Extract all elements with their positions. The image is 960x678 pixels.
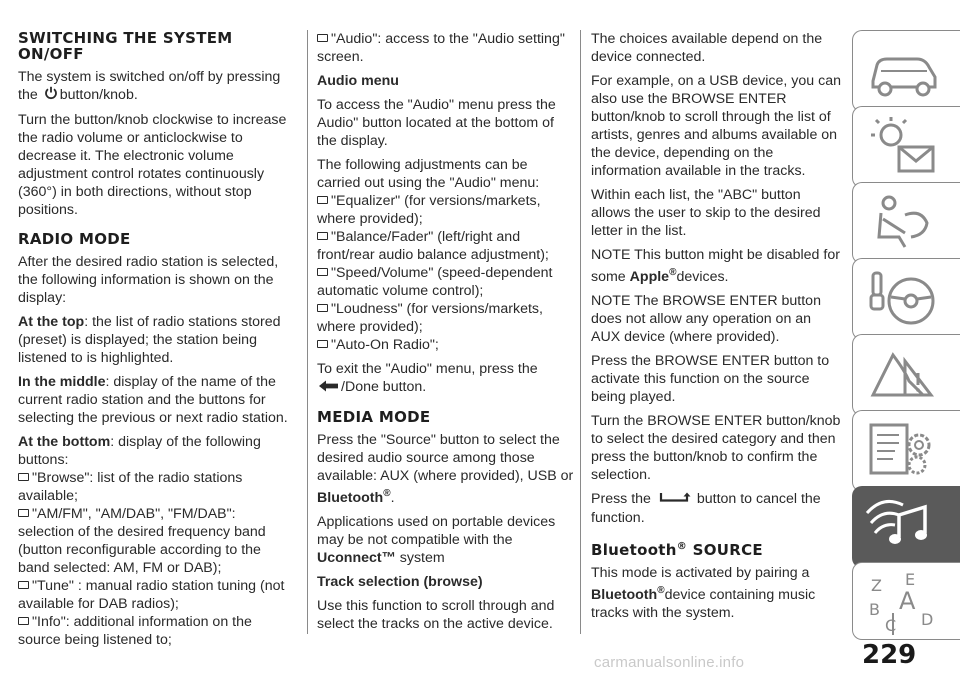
- paragraph-middle: In the middle: display of the name of the current radio station and the buttons for selecting the previous or next radio station.: [18, 374, 288, 426]
- list-item: "Auto-On Radio";: [317, 336, 574, 354]
- bullet-icon: [18, 617, 29, 625]
- heading-switching: SWITCHING THE SYSTEM ON/OFF: [18, 29, 233, 63]
- bullet-icon: [317, 196, 328, 204]
- back-arrow-icon: [319, 379, 339, 397]
- index-letters-icon: [865, 569, 945, 637]
- tab-emergency[interactable]: [852, 334, 960, 416]
- paragraph-choices: The choices available depend on the device connected.: [591, 31, 823, 65]
- tab-vehicle[interactable]: [852, 30, 960, 112]
- svg-text:C: C: [885, 616, 897, 635]
- paragraph-top: At the top: the list of radio stations stored (preset) is displayed; the station being listened to is highlighted.: [18, 314, 281, 366]
- bullet-icon: [317, 304, 328, 312]
- bullet-icon: [317, 340, 328, 348]
- svg-text:B: B: [869, 600, 880, 619]
- warning-lights-icon: [865, 113, 945, 181]
- paragraph-following: The following adjustments can be carried out using the "Audio" menu:: [317, 157, 540, 191]
- paragraph-example: For example, on a USB device, you can also use the BROWSE ENTER button/knob to scroll through the list of artists, genres and albums available on the device, depending on the information available in the tracks.: [591, 73, 841, 179]
- paragraph-source: Press the "Source" button to select the desired audio source among those available: AUX (where provided), USB or Bluetooth®.: [317, 432, 574, 506]
- page-number: 229: [862, 640, 917, 670]
- paragraph-note-aux: NOTE The BROWSE ENTER button does not allow any operation on an AUX device (where provided).: [591, 293, 821, 345]
- paragraph-turn: Turn the BROWSE ENTER button/knob to select the desired category and then press the button/knob to confirm the selection.: [591, 413, 841, 483]
- multimedia-icon: [865, 493, 945, 561]
- svg-text:E: E: [905, 570, 916, 589]
- paragraph-exit: To exit the "Audio" menu, press the /Done button.: [317, 361, 538, 395]
- paragraph-after: After the desired radio station is selected, the following information is shown on the display:: [18, 254, 279, 306]
- bullet-icon: [18, 509, 29, 517]
- bullet-icon: [18, 581, 29, 589]
- paragraph-bottom: At the bottom: display of the following buttons:: [18, 434, 261, 468]
- paragraph-switch: The system is switched on/off by pressing the button/knob.: [18, 69, 281, 103]
- steering-key-icon: [865, 265, 945, 333]
- tab-maintenance[interactable]: [852, 410, 960, 492]
- paragraph-abc: Within each list, the "ABC" button allows the user to skip to the desired letter in the list.: [591, 187, 821, 239]
- bullet-icon: [317, 268, 328, 276]
- power-icon: [44, 86, 58, 105]
- paragraph-access: To access the "Audio" menu press the Audio" button located at the bottom of the display.: [317, 97, 556, 149]
- chapter-tabs: [852, 30, 960, 640]
- paragraph-press: Press the BROWSE ENTER button to activate this function on the source being played.: [591, 353, 830, 405]
- list-item: "Speed/Volume" (speed-dependent automatic volume control);: [317, 265, 553, 299]
- heading-media-mode: MEDIA MODE: [317, 408, 431, 426]
- tab-index[interactable]: [852, 562, 960, 640]
- tab-multimedia[interactable]: [852, 486, 960, 568]
- column-left: [18, 30, 290, 649]
- list-item: "AM/FM", "AM/DAB", "FM/DAB": selection of the desired frequency band (button reconfigurable according to the band selected: AM, FM or DAB);: [18, 506, 266, 576]
- paragraph-cancel: Press the button to cancel the function.: [591, 491, 821, 526]
- bullet-icon: [317, 34, 328, 42]
- paragraph-apps: Applications used on portable devices may be not compatible with the Uconnect™ system: [317, 514, 556, 566]
- list-item: "Balance/Fader" (left/right and front/rear audio balance adjustment);: [317, 229, 549, 263]
- bullet-icon: [18, 473, 29, 481]
- car-icon: [865, 37, 945, 105]
- subheading-track-selection: Track selection (browse): [317, 574, 483, 590]
- paragraph-note-apple: NOTE This button might be disabled for some Apple®devices.: [591, 247, 840, 285]
- maintenance-gear-icon: [865, 417, 945, 485]
- svg-text:A: A: [899, 587, 916, 615]
- return-arrow-icon: [657, 491, 691, 509]
- paragraph-track: Use this function to scroll through and select the tracks on the active device.: [317, 598, 555, 632]
- tab-safety[interactable]: [852, 182, 960, 264]
- heading-bluetooth-source: Bluetooth® SOURCE: [591, 541, 763, 559]
- tab-warning-lights[interactable]: [852, 106, 960, 188]
- list-item: "Tune" : manual radio station tuning (not available for DAB radios);: [18, 578, 285, 612]
- tab-starting-driving[interactable]: [852, 258, 960, 340]
- breakdown-triangle-icon: [865, 341, 945, 409]
- list-item: "Info": additional information on the source being listened to;: [18, 614, 252, 648]
- column-middle: [317, 30, 574, 639]
- column-divider: [307, 30, 308, 634]
- column-right: [591, 30, 843, 628]
- svg-text:Z: Z: [871, 576, 882, 595]
- heading-radio-mode: RADIO MODE: [18, 230, 131, 248]
- column-divider: [580, 30, 581, 634]
- bullet-icon: [317, 232, 328, 240]
- paragraph-turn: Turn the button/knob clockwise to increase the radio volume or anticlockwise to decrease it. The electronic volume adjustment control rotates continuously (360°) in both directions, without stop positions.: [18, 112, 287, 218]
- watermark: carmanualsonline.info: [594, 654, 745, 671]
- paragraph-bt-mode: This mode is activated by pairing a Bluetooth®device containing music tracks with the system.: [591, 565, 816, 621]
- subheading-audio-menu: Audio menu: [317, 73, 399, 89]
- list-item: "Loudness" (for versions/markets, where provided);: [317, 301, 543, 335]
- list-item: "Browse": list of the radio stations available;: [18, 470, 243, 504]
- seat-airbag-icon: [865, 189, 945, 257]
- list-item: "Equalizer" (for versions/markets, where provided);: [317, 193, 541, 227]
- list-item: "Audio": access to the "Audio setting" screen.: [317, 31, 565, 65]
- svg-text:D: D: [921, 610, 934, 629]
